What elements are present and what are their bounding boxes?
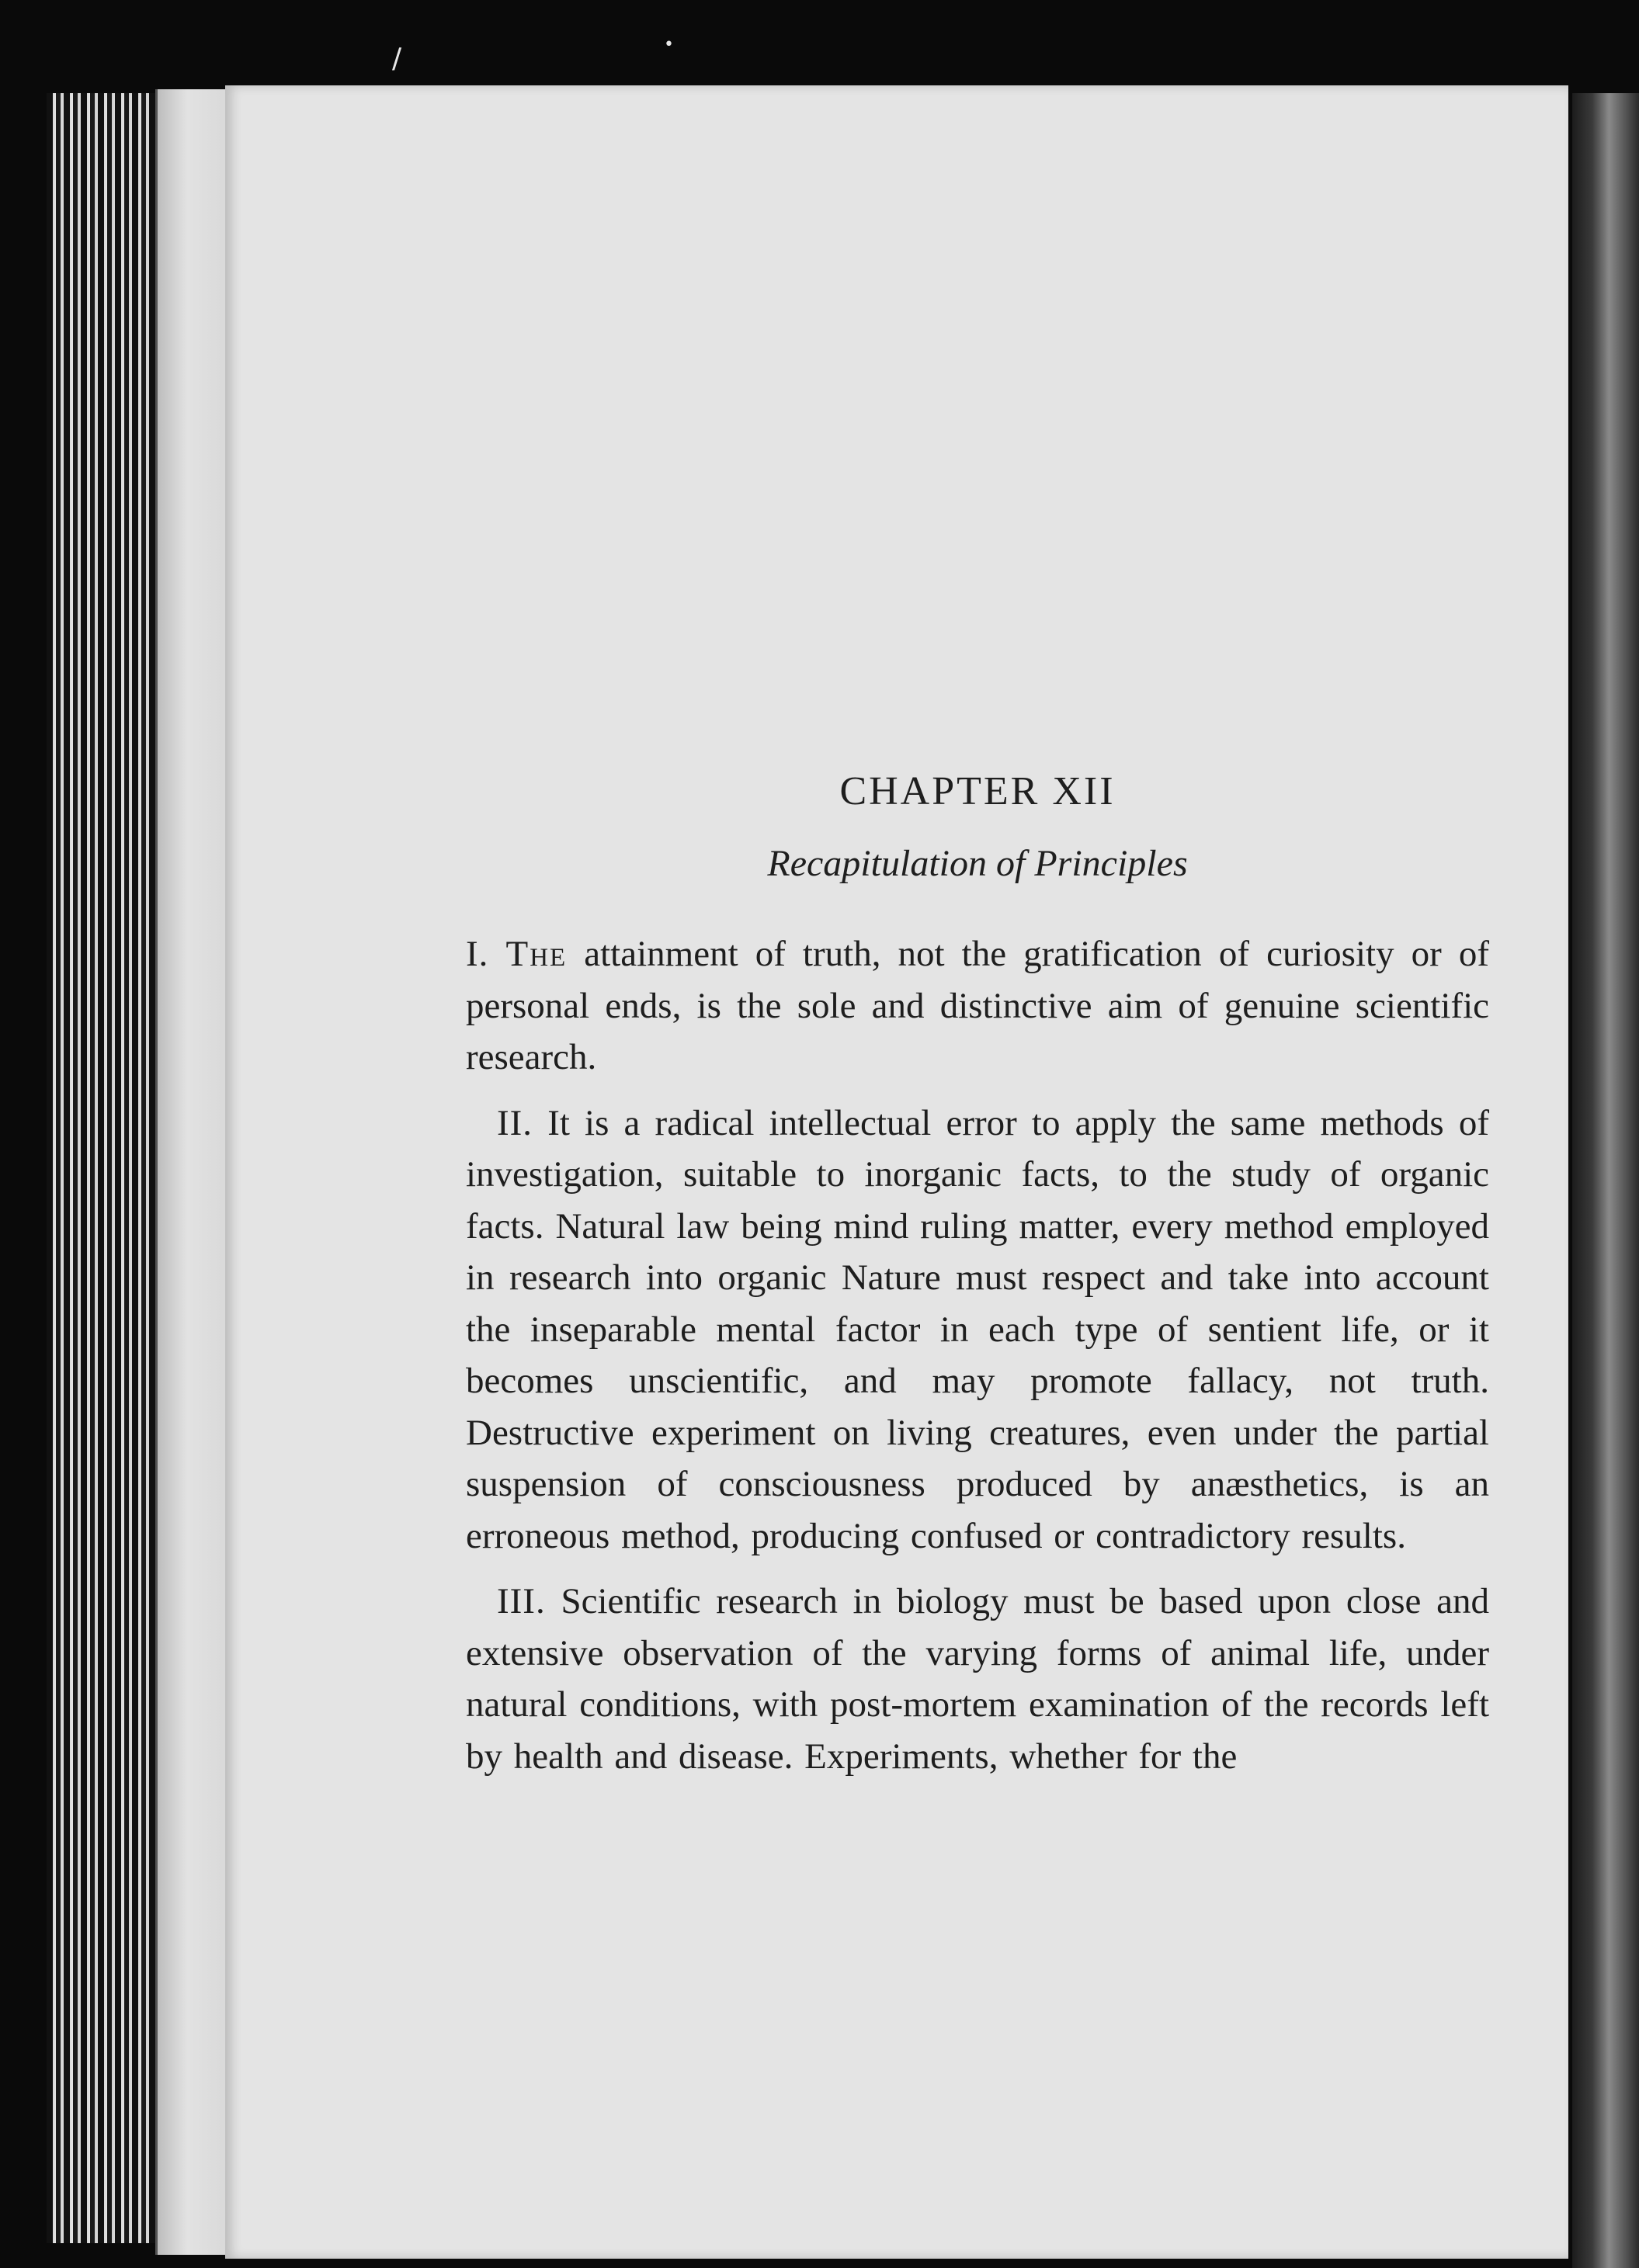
paragraph-text: attainment of truth, not the gratification of curiosity or of personal ends, is the sole and distinctive aim of genuine scientific research. bbox=[466, 934, 1490, 1077]
page-stack-edge bbox=[155, 89, 231, 2255]
paragraph-text: Scientific research in biology must be based upon close and extensive observation of the varying forms of animal life, under natural conditions, with post-mortem examination of the records left by health and disease. Experiments, whether for the bbox=[466, 1581, 1490, 1777]
paragraph-principle-2 bbox=[466, 1098, 1489, 1562]
paragraph-text: It is a radical intellectual error to apply the same methods of investigation, suitable to inorganic facts, to the study of organic facts. Natural law being mind ruling matter, every method employed in research into organic Nature must respect and take into account the inseparable mental factor in each type of sentient life, or it becomes unscientific, and may promote fallacy, not truth. Destructive experiment on living creatures, even under the partial suspension of consciousness produced by anæsthetics, is an erroneous method, producing confused or contradictory results. bbox=[466, 1102, 1489, 1556]
paragraph-lead-word: The bbox=[505, 934, 568, 974]
paragraph-numeral: II. bbox=[497, 1102, 533, 1143]
paragraph-principle-3 bbox=[466, 1576, 1489, 1782]
facing-page-gutter bbox=[1572, 93, 1639, 2268]
chapter-subtitle: Recapitulation of Principles bbox=[767, 843, 1188, 884]
scan-speck: / bbox=[392, 43, 402, 75]
paragraph-principle-1 bbox=[466, 928, 1489, 1084]
paragraph-numeral: III. bbox=[497, 1581, 546, 1621]
paragraph-numeral: I. bbox=[466, 934, 489, 974]
chapter-heading: CHAPTER XII bbox=[839, 769, 1116, 813]
scan-speck: • bbox=[664, 35, 674, 54]
page-text-block bbox=[466, 768, 1489, 1796]
